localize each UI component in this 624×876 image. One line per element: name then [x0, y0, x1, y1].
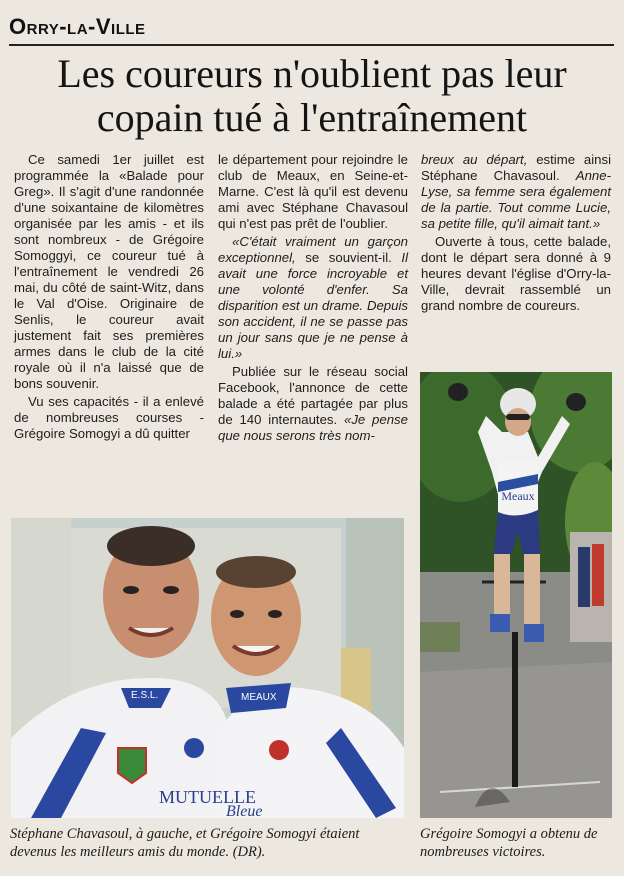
article-column-2 [218, 152, 408, 444]
paragraph: Ce samedi 1er juillet est programmée la «Balade pour Greg». Il s'agit d'une randonnée d'une soixantaine de kilomètres organisée par les amis - et ils sont nombreux - de Grégoire Somoggyi, ce coureur tué à l'entraînement le vendredi 26 mai, du côté de saint-Witz, dans le Val d'Oise. Originaire de Senlis, le coureur avait justement fait ses premières armes dans le club de la cité royale où il n'a laissé que de bons souvenir. [14, 152, 204, 391]
jersey-text: E.S.L. [131, 690, 159, 701]
quote-text: Anne-Lyse, sa femme sera également de la partie. Tout comme Lucie, sa petite fille, qu'il aimait tant.» [421, 168, 611, 231]
jersey-text: Bleue [226, 803, 263, 818]
paragraph [218, 234, 408, 362]
article-headline: Les coureurs n'oublient pas leur copain tué à l'entraînement [57, 51, 567, 140]
paragraph [218, 152, 408, 232]
quote-text: «C'était vraiment un garçon exceptionnel, [218, 234, 408, 265]
paragraph: Vu ses capacités - il a enlevé de nombreuses courses - Grégoire Somogyi a dû quitter [14, 394, 204, 441]
photo-two-riders [11, 518, 404, 818]
section-kicker: Orry-la-Ville [9, 14, 146, 39]
article-column-3 [421, 152, 611, 314]
paragraph-text: Publiée sur le réseau social Facebook, l'annonce de cette balade a été partagée par plus de 140 internautes. [218, 364, 408, 427]
quote-text: breux au départ, [421, 152, 528, 167]
paragraph [421, 152, 611, 232]
cyclist-illustration [420, 372, 612, 818]
photo-caption-right: Grégoire Somogyi a obtenu de nombreuses victoires. [420, 826, 598, 860]
paragraph: Ouverte à tous, cette balade, dont le départ sera donné à 9 heures devant l'église d'Orry-la-Ville, devrait rassemblé un grand nombre de coureurs. [421, 234, 611, 313]
quote-text: Il avait une force incroyable et une volonté d'enfer. Sa disparition est un drame. Depuis son accident, il ne se passe pas un jour sans que je ne pense à lui.» [218, 250, 408, 361]
quote-text: «Je pense que nous serons très nom- [218, 412, 408, 443]
jersey-text: MEAUX [241, 692, 277, 703]
kicker-rule [9, 44, 614, 46]
paragraph-text: estime ainsi Stéphane Chavasoul. [421, 152, 611, 183]
photo-cyclist-victory [420, 372, 612, 818]
riders-illustration [11, 518, 404, 818]
paragraph [218, 364, 408, 444]
article-column-1 [14, 152, 204, 442]
jersey-text: Meaux [501, 489, 535, 503]
jersey-text: MUTUELLE [159, 787, 256, 807]
paragraph-text: le département pour rejoindre le club de Meaux, en Seine-et-Marne. C'est là qu'il est devenu ami avec Stéphane Chavasoul qui n'est pas prêt de l'oublier. [218, 152, 408, 231]
paragraph-text: se souvient-il. [295, 250, 402, 265]
photo-caption-left: Stéphane Chavasoul, à gauche, et Grégoire Somogyi étaient devenus les meilleurs amis du monde. (DR). [10, 826, 360, 860]
